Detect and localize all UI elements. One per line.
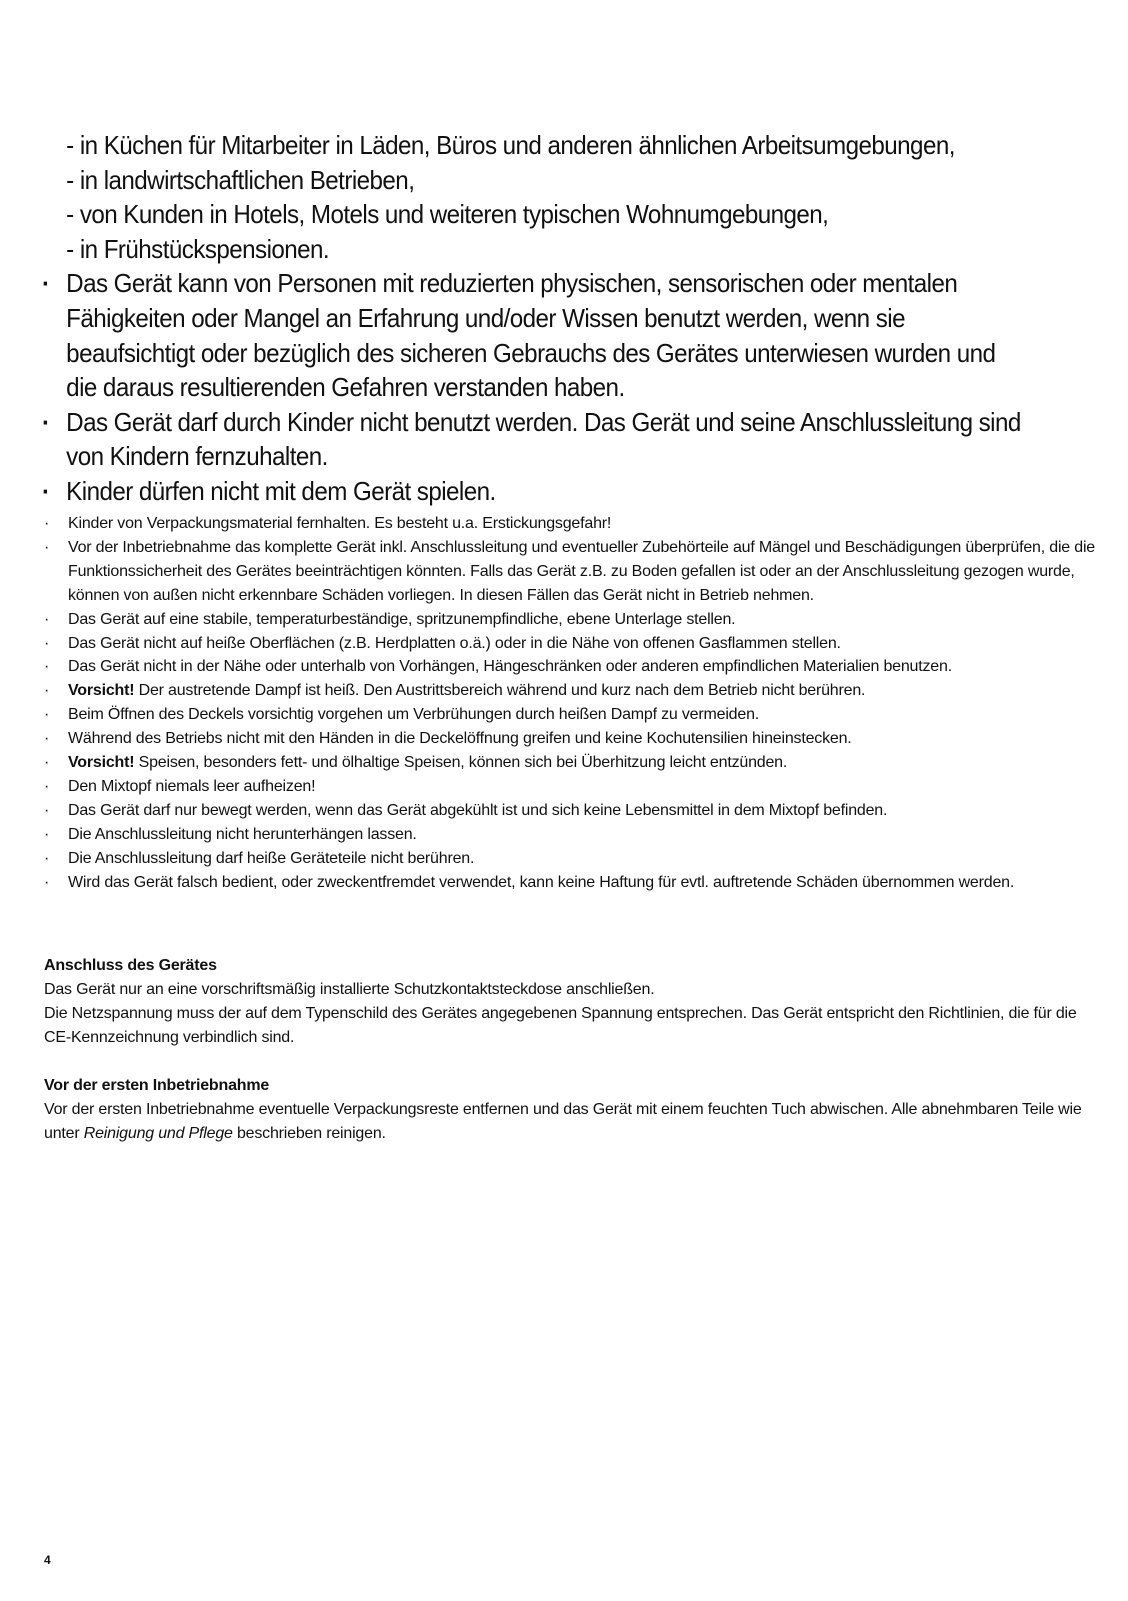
page-number: 4 bbox=[44, 1553, 51, 1567]
list-item bbox=[44, 751, 1104, 775]
dash-item: - von Kunden in Hotels, Motels und weiteren typischen Wohnumgebungen, bbox=[66, 199, 829, 230]
list-item-body: Der austretende Dampf ist heiß. Den Austrittsbereich während und kurz nach dem Betrieb nicht berühren. bbox=[134, 682, 866, 700]
bullet-text: Das Gerät kann von Personen mit reduzierten physischen, sensorischen oder mentalen Fähigkeiten oder Mangel an Erfahrung und/oder Wissen benutzt werden, wenn sie beaufsichtigt oder bezüglich des sicheren Gebrauchs des Gerätes unterwiesen wurden und die daraus resultierenden Gefahren verstanden haben. bbox=[66, 268, 996, 403]
paragraph-text: Vor der ersten Inbetriebnahme eventuelle Verpackungsreste entfernen und das Gerät mit einem feuchten Tuch abwischen. Alle abnehmbaren Teile wie unter bbox=[44, 1100, 1082, 1142]
small-print-list bbox=[44, 512, 1104, 895]
list-item bbox=[44, 655, 1104, 679]
bullet-icon: · bbox=[44, 730, 50, 748]
dash-item: - in landwirtschaftlichen Betrieben, bbox=[66, 164, 415, 195]
list-item bbox=[44, 727, 1104, 751]
list-item-text bbox=[68, 706, 759, 723]
list-item-text bbox=[68, 754, 787, 771]
anschluss-section bbox=[44, 954, 1104, 1050]
list-item bbox=[44, 536, 1104, 608]
list-item-text bbox=[68, 611, 735, 628]
paragraph-text: beschrieben reinigen. bbox=[232, 1124, 386, 1142]
list-item-body: Während des Betriebs nicht mit den Händen in die Deckelöffnung greifen und keine Kochutensilien hineinstecken. bbox=[68, 730, 852, 748]
bullet-icon: · bbox=[44, 706, 50, 724]
list-item-body: Die Anschlussleitung nicht herunterhängen lassen. bbox=[68, 825, 417, 843]
large-print-section bbox=[42, 128, 1028, 509]
bullet-icon: · bbox=[44, 682, 50, 700]
bullet-icon: · bbox=[44, 754, 50, 772]
list-item-text bbox=[68, 874, 1014, 891]
list-item-body: Kinder von Verpackungsmaterial fernhalten. Es besteht u.a. Erstickungsgefahr! bbox=[68, 515, 612, 532]
large-bullet-item bbox=[42, 405, 1028, 474]
list-item-text bbox=[68, 682, 865, 699]
list-item bbox=[44, 512, 1104, 536]
dash-item: - in Frühstückspensionen. bbox=[66, 233, 330, 264]
bullet-icon: · bbox=[44, 873, 50, 891]
list-item-body: Das Gerät darf nur bewegt werden, wenn das Gerät abgekühlt ist und sich keine Lebensmittel in dem Mixtopf befinden. bbox=[68, 801, 888, 819]
warning-label: Vorsicht! bbox=[68, 682, 135, 700]
bullet-icon: · bbox=[44, 801, 50, 819]
dash-item: - in Küchen für Mitarbeiter in Läden, Büros und anderen ähnlichen Arbeitsumgebungen, bbox=[66, 130, 955, 160]
list-item-body: Speisen, besonders fett- und ölhaltige Speisen, können sich bei Überhitzung leicht entzünden. bbox=[134, 754, 788, 772]
list-item bbox=[44, 679, 1104, 703]
paragraph: Die Netzspannung muss der auf dem Typenschild des Gerätes angegebenen Spannung entsprechen. Das Gerät entspricht den Richtlinien, die für die CE-Kennzeichnung verbindlich sind. bbox=[44, 1004, 1077, 1046]
bullet-text: Das Gerät darf durch Kinder nicht benutzt werden. Das Gerät und seine Anschlussleitung sind von Kindern fernzuhalten. bbox=[66, 406, 1021, 472]
bullet-icon: · bbox=[42, 406, 50, 437]
list-item-text bbox=[68, 515, 611, 532]
list-item-body: Das Gerät nicht auf heiße Oberflächen (z.B. Herdplatten o.ä.) oder in die Nähe von offenen Gasflammen stellen. bbox=[68, 634, 841, 652]
paragraph: Das Gerät nur an eine vorschriftsmäßig installierte Schutzkontaktsteckdose anschließen. bbox=[44, 980, 655, 998]
bullet-icon: · bbox=[44, 849, 50, 867]
inbetriebnahme-section bbox=[44, 1074, 1104, 1146]
bullet-icon: · bbox=[42, 475, 50, 506]
bullet-text: Kinder dürfen nicht mit dem Gerät spielen. bbox=[66, 475, 496, 506]
bullet-icon: · bbox=[42, 268, 50, 299]
list-item bbox=[44, 823, 1104, 847]
section-heading: Anschluss des Gerätes bbox=[44, 957, 217, 974]
list-item-body: Beim Öffnen des Deckels vorsichtig vorgehen um Verbrühungen durch heißen Dampf zu vermeiden. bbox=[68, 706, 760, 724]
large-bullet-item bbox=[42, 474, 1028, 509]
list-item bbox=[44, 632, 1104, 656]
list-item bbox=[44, 847, 1104, 871]
list-item bbox=[44, 608, 1104, 632]
list-item-body: Die Anschlussleitung darf heiße Geräteteile nicht berühren. bbox=[68, 849, 475, 867]
list-item bbox=[44, 703, 1104, 727]
list-item-text bbox=[68, 539, 1095, 604]
bullet-icon: · bbox=[44, 634, 50, 652]
list-item bbox=[44, 871, 1104, 895]
list-item-body: Wird das Gerät falsch bedient, oder zweckentfremdet verwendet, kann keine Haftung für evtl. auftretende Schäden übernommen werden. bbox=[68, 873, 1015, 891]
list-item-text bbox=[68, 730, 852, 747]
large-bullet-item bbox=[42, 266, 1028, 404]
bullet-icon: · bbox=[44, 538, 50, 556]
list-item-text bbox=[68, 635, 841, 652]
list-item-body: Vor der Inbetriebnahme das komplette Gerät inkl. Anschlussleitung und eventueller Zubehörteile auf Mängel und Beschädigungen überprüfen, die die Funktionssicherheit des Gerätes beeinträchtigen könnten. Falls das Gerät z.B. zu Boden gefallen ist oder an der Anschlussleitung gezogen wurde, können von außen nicht erkennbare Schäden vorliegen. In diesen Fällen das Gerät nicht in Betrieb nehmen. bbox=[68, 538, 1095, 604]
reference-link-text: Reinigung und Pflege bbox=[83, 1124, 233, 1142]
list-item bbox=[44, 799, 1104, 823]
list-item-body: Das Gerät nicht in der Nähe oder unterhalb von Vorhängen, Hängeschränken oder anderen empfindlichen Materialien benutzen. bbox=[68, 658, 952, 676]
list-item-text bbox=[68, 850, 474, 867]
list-item-body: Das Gerät auf eine stabile, temperaturbeständige, spritzunempfindliche, ebene Unterlage stellen. bbox=[68, 610, 736, 628]
warning-label: Vorsicht! bbox=[68, 754, 135, 772]
list-item-text bbox=[68, 658, 952, 675]
section-heading: Vor der ersten Inbetriebnahme bbox=[44, 1077, 270, 1094]
list-item-text bbox=[68, 802, 887, 819]
bullet-icon: · bbox=[44, 658, 50, 676]
list-item bbox=[44, 775, 1104, 799]
bullet-icon: · bbox=[44, 777, 50, 795]
paragraph bbox=[44, 1098, 1104, 1146]
bullet-icon: · bbox=[44, 515, 50, 532]
bullet-icon: · bbox=[44, 610, 50, 628]
bullet-icon: · bbox=[44, 825, 50, 843]
list-item-body: Den Mixtopf niemals leer aufheizen! bbox=[68, 777, 316, 795]
list-item-text bbox=[68, 778, 315, 795]
list-item-text bbox=[68, 826, 417, 843]
